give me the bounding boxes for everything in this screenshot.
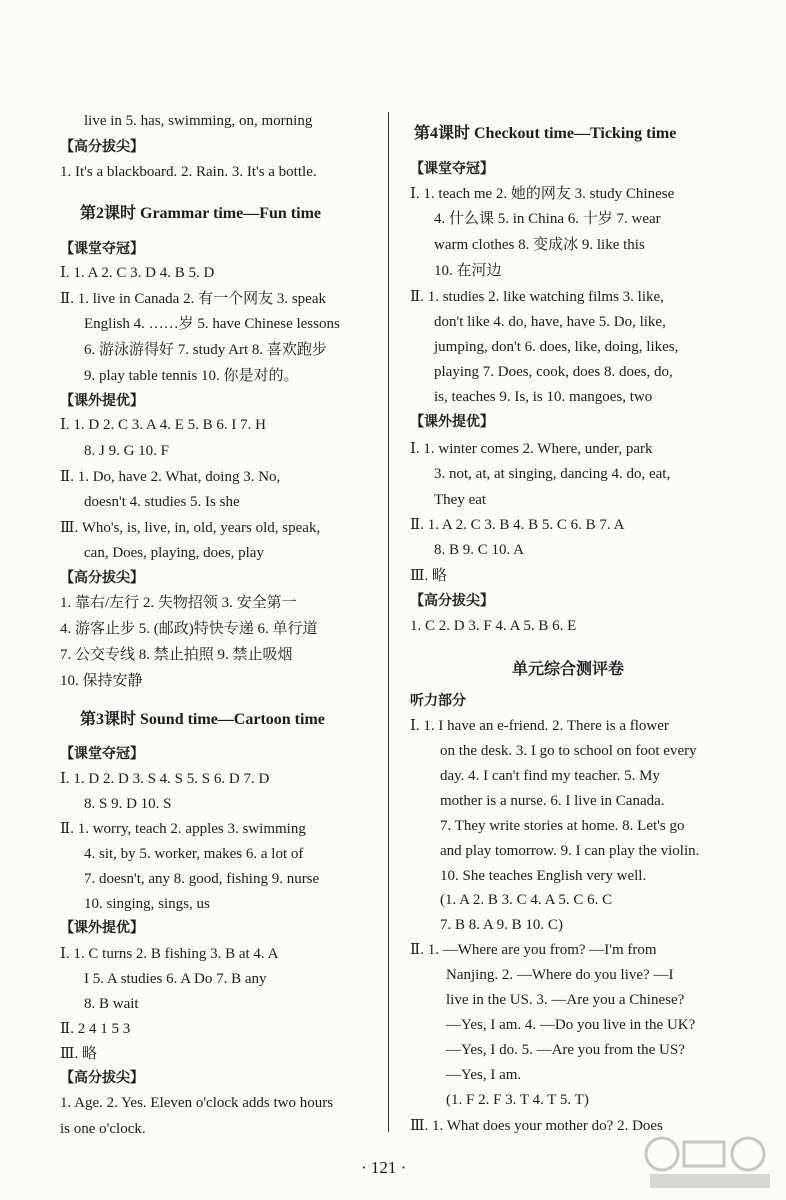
answer-line: day. 4. I can't find my teacher. 5. My [440, 768, 660, 784]
answer-line: Ⅱ. 1. studies 2. like watching films 3. like, [410, 289, 664, 305]
section-label: 【课外提优】 [410, 415, 494, 430]
answer-line: 1. C 2. D 3. F 4. A 5. B 6. E [410, 618, 577, 634]
answer-line: Ⅰ. 1. C turns 2. B fishing 3. B at 4. A [60, 946, 279, 962]
answer-line: 9. play table tennis 10. 你是对的。 [84, 368, 299, 384]
answer-line: 1. It's a blackboard. 2. Rain. 3. It's a bottle. [60, 164, 317, 180]
answer-line: Ⅱ. 1. worry, teach 2. apples 3. swimming [60, 821, 306, 837]
unit-test-heading: 单元综合测评卷 [512, 661, 625, 678]
answer-line: 7. doesn't, any 8. good, fishing 9. nurse [84, 871, 320, 887]
answer-line: 4. 游客止步 5. (邮政)特快专递 6. 单行道 [60, 621, 318, 637]
answer-line: Ⅰ. 1. teach me 2. 她的网友 3. study Chinese [410, 186, 675, 202]
section-label: 听力部分 [410, 694, 466, 709]
answer-line: Ⅱ. 1. —Where are you from? —I'm from [410, 942, 657, 958]
answer-line: Ⅱ. 1. Do, have 2. What, doing 3. No, [60, 469, 281, 485]
answer-line: 3. not, at, at singing, dancing 4. do, eat, [434, 466, 671, 482]
section-label: 【课堂夺冠】 [60, 747, 144, 762]
answer-line: Ⅰ. 1. D 2. D 3. S 4. S 5. S 6. D 7. D [60, 771, 270, 787]
answer-line: is one o'clock. [60, 1121, 146, 1137]
answer-line: on the desk. 3. I go to school on foot every [440, 743, 697, 759]
answer-line: They eat [434, 492, 487, 508]
answer-line: live in 5. has, swimming, on, morning [84, 113, 313, 129]
answer-line: 7. They write stories at home. 8. Let's go [440, 818, 685, 834]
answer-line: Ⅲ. 略 [410, 568, 447, 584]
section-label: 【课外提优】 [60, 394, 144, 409]
answer-line: —Yes, I am. 4. —Do you live in the UK? [446, 1017, 696, 1033]
answer-line: 10. 在河边 [434, 263, 502, 279]
answer-line: live in the US. 3. —Are you a Chinese? [446, 992, 685, 1008]
answer-line: 10. singing, sings, us [84, 896, 210, 912]
answer-line: Ⅰ. 1. A 2. C 3. D 4. B 5. D [60, 265, 215, 281]
answer-line: Ⅲ. Who's, is, live, in, old, years old, speak, [60, 520, 321, 536]
answer-line: and play tomorrow. 9. I can play the violin. [440, 843, 700, 859]
answer-line: Ⅰ. 1. winter comes 2. Where, under, park [410, 441, 653, 457]
section-label: 【高分拔尖】 [410, 594, 494, 609]
page-number: · 121 · [361, 1158, 407, 1177]
answer-line: mother is a nurse. 6. I live in Canada. [440, 793, 665, 809]
answer-line: (1. F 2. F 3. T 4. T 5. T) [446, 1092, 589, 1108]
answer-line: Ⅰ. 1. D 2. C 3. A 4. E 5. B 6. I 7. H [60, 417, 266, 433]
answer-line: is, teaches 9. Is, is 10. mangoes, two [434, 389, 653, 405]
answer-line: 8. J 9. G 10. F [84, 443, 170, 459]
answer-line: 4. sit, by 5. worker, makes 6. a lot of [84, 846, 304, 862]
answer-line: 7. B 8. A 9. B 10. C) [440, 917, 563, 933]
answer-line: 7. 公交专线 8. 禁止拍照 9. 禁止吸烟 [60, 647, 293, 663]
answer-line: 6. 游泳游得好 7. study Art 8. 喜欢跑步 [84, 342, 327, 358]
answer-line: warm clothes 8. 变成冰 9. like this [434, 237, 645, 253]
section-label: 【课堂夺冠】 [60, 242, 144, 257]
answer-line: —Yes, I do. 5. —Are you from the US? [446, 1042, 685, 1058]
answer-line: —Yes, I am. [446, 1067, 522, 1083]
answer-line: 4. 什么课 5. in China 6. 十岁 7. wear [434, 211, 661, 227]
answer-line: Ⅲ. 1. What does your mother do? 2. Does [410, 1118, 663, 1134]
section-label: 【课堂夺冠】 [410, 162, 494, 177]
answer-line: 8. B 9. C 10. A [434, 542, 525, 558]
watermark-logo [640, 1128, 780, 1192]
answer-line: Nanjing. 2. —Where do you live? —I [446, 967, 674, 983]
answer-line: Ⅱ. 1. A 2. C 3. B 4. B 5. C 6. B 7. A [410, 517, 625, 533]
answer-line: 1. Age. 2. Yes. Eleven o'clock adds two hours [60, 1095, 334, 1111]
answer-line: 8. S 9. D 10. S [84, 796, 172, 812]
section-label: 【课外提优】 [60, 921, 144, 936]
section-label: 【高分拔尖】 [60, 140, 144, 155]
answer-line: 1. 靠右/左行 2. 失物招领 3. 安全第一 [60, 595, 297, 611]
answer-line: can, Does, playing, does, play [84, 545, 264, 561]
answer-line: don't like 4. do, have, have 5. Do, like, [434, 314, 666, 330]
answer-line: playing 7. Does, cook, does 8. does, do, [434, 364, 673, 380]
lesson-heading: 第3课时 Sound time—Cartoon time [80, 711, 325, 728]
answer-line: Ⅰ. 1. I have an e-friend. 2. There is a flower [410, 718, 669, 734]
section-label: 【高分拔尖】 [60, 1071, 144, 1086]
column-divider [388, 112, 389, 1132]
answer-line: Ⅱ. 2 4 1 5 3 [60, 1021, 131, 1037]
answer-line: I 5. A studies 6. A Do 7. B any [84, 971, 267, 987]
answer-line: English 4. ……岁 5. have Chinese lessons [84, 316, 340, 332]
answer-line: doesn't 4. studies 5. Is she [84, 494, 240, 510]
answer-line: 10. 保持安静 [60, 673, 143, 689]
answer-line: 8. B wait [84, 996, 139, 1012]
answer-line: Ⅲ. 略 [60, 1046, 97, 1062]
answer-line: Ⅱ. 1. live in Canada 2. 有一个网友 3. speak [60, 291, 326, 307]
lesson-heading: 第4课时 Checkout time—Ticking time [414, 125, 677, 142]
answer-line: 10. She teaches English very well. [440, 868, 647, 884]
section-label: 【高分拔尖】 [60, 571, 144, 586]
answer-line: (1. A 2. B 3. C 4. A 5. C 6. C [440, 892, 613, 908]
answer-line: jumping, don't 6. does, like, doing, likes, [434, 339, 679, 355]
lesson-heading: 第2课时 Grammar time—Fun time [80, 205, 321, 222]
